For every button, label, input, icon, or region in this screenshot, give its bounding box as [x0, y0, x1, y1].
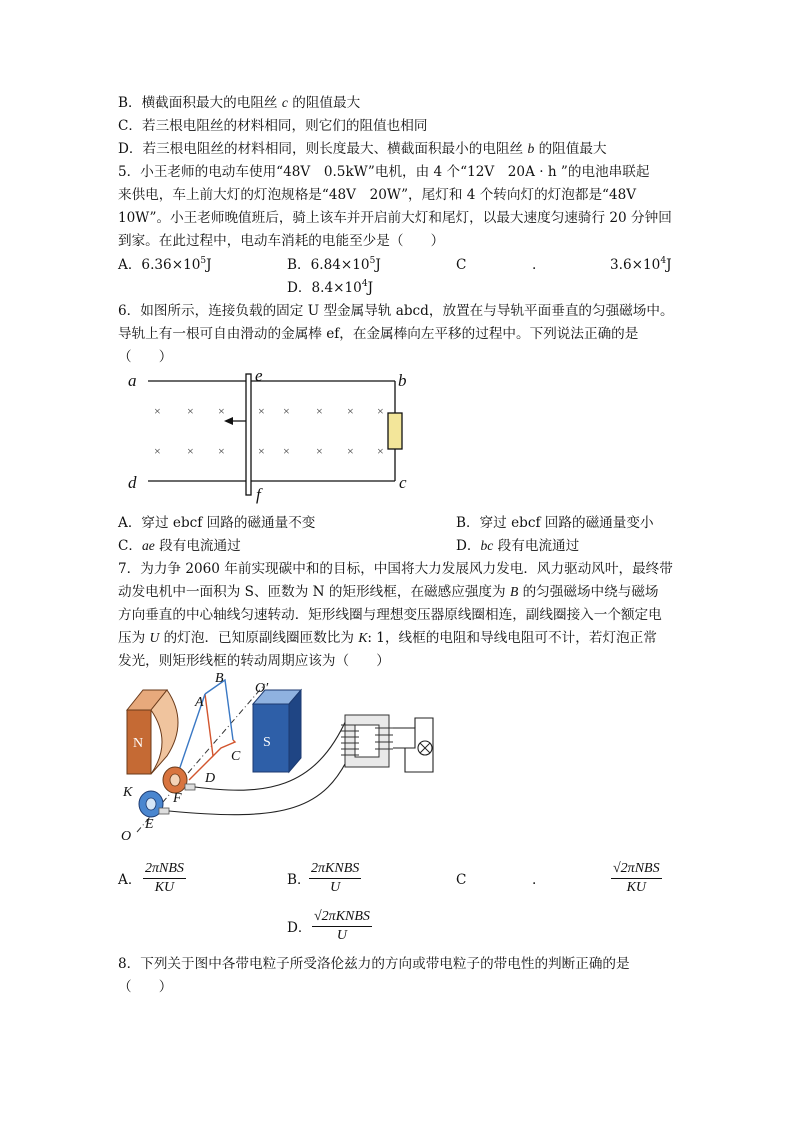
q4-option-b: B．横截面积最大的电阻丝 c 的阻值最大: [118, 95, 361, 111]
svg-text:×: ×: [187, 444, 194, 458]
label-e: e: [255, 366, 263, 385]
q4-option-c: C．若三根电阻丝的材料相同，则它们的阻值也相同: [118, 118, 428, 134]
load-resistor: [388, 413, 402, 449]
label-B: B: [215, 671, 224, 686]
svg-text:×: ×: [283, 444, 290, 458]
q7-option-c-fraction: √2πNBS KU: [613, 861, 660, 895]
q6-option-c: C．ae 段有电流通过: [118, 538, 241, 554]
q6-stem-line-2: 导轨上有一根可自由滑动的金属棒 ef，在金属棒向左平移的过程中。下列说法正确的是: [118, 326, 639, 342]
q6-option-d: D．bc 段有电流通过: [456, 538, 580, 554]
svg-text:×: ×: [154, 444, 161, 458]
q6-stem-line-1: 6．如图所示，连接负载的固定 U 型金属导轨 abcd，放置在与导轨平面垂直的匀强磁场中。: [118, 303, 674, 319]
q7-option-b-fraction: 2πKNBS U: [311, 861, 360, 895]
label-O: O: [121, 829, 132, 844]
q6-option-b: B．穿过 ebcf 回路的磁通量变小: [456, 515, 654, 531]
q5-option-a: A．$6.36\times 10^5J$: [118, 256, 212, 273]
svg-text:×: ×: [377, 404, 384, 418]
q4-option-d: D．若三根电阻丝的材料相同，则长度最大、横截面积最小的电阻丝 b 的阻值最大: [118, 141, 607, 157]
svg-text:×: ×: [258, 444, 265, 458]
brush-f: [185, 784, 195, 790]
q7-option-a-fraction: 2πNBS KU: [145, 861, 184, 895]
magnet-s-side: [289, 690, 301, 772]
q5-stem-line-3: 10W”。小王老师晚值班后，骑上该车并开启前大灯和尾灯，以最大速度匀速骑行 20 分钟回: [118, 210, 672, 226]
svg-text:×: ×: [316, 444, 323, 458]
svg-text:×: ×: [258, 404, 265, 418]
svg-text:×: ×: [187, 404, 194, 418]
q7-option-c-dot: .: [532, 872, 537, 888]
label-b: b: [398, 371, 407, 390]
q7-stem-line-5: 发光，则矩形线框的转动周期应该为（ ）: [118, 653, 390, 669]
q7-option-b-label: B．: [287, 872, 311, 888]
q5-option-d: D．$8.4\times 10^4J$: [287, 279, 374, 296]
q7-stem-line-4: 压为 U 的灯泡．已知原副线圈匝数比为 K: 1，线框的电阻和导线电阻可不计，若灯泡正常: [118, 630, 657, 646]
label-d: d: [128, 473, 137, 492]
q7-option-d-fraction: √2πKNBS U: [314, 909, 370, 943]
svg-text:×: ×: [377, 444, 384, 458]
svg-text:×: ×: [218, 444, 225, 458]
svg-text:×: ×: [347, 404, 354, 418]
q7-stem-line-3: 方向垂直的中心轴线匀速转动．矩形线圈与理想变压器原线圈相连，副线圈接入一个额定电: [118, 607, 662, 623]
label-C: C: [231, 749, 241, 764]
metal-rod-ef: [246, 374, 251, 495]
q6-option-a: A．穿过 ebcf 回路的磁通量不变: [118, 515, 316, 531]
rail-circuit-diagram: [118, 364, 418, 512]
label-E: E: [145, 817, 154, 832]
label-O-prime: O′: [255, 681, 269, 696]
label-f: f: [256, 485, 261, 504]
q5-stem-line-1: 5．小王老师的电动车使用“48V 0.5kW”电机，由 4 个“12V 20A · h ”的电池串联起: [118, 164, 650, 180]
q7-stem-line-2: 动发电机中一面积为 S、匝数为 N 的矩形线框，在磁感应强度为 B 的匀强磁场中绕与磁场: [118, 584, 659, 600]
svg-text:S: S: [263, 735, 271, 750]
q5-option-c-value: $3.6\times 10^4J$: [610, 256, 672, 273]
q5-option-b: B．$6.84\times 10^5J$: [287, 256, 381, 273]
q7-option-a-label: A．: [118, 872, 142, 888]
svg-text:N: N: [133, 736, 144, 751]
q8-stem-line-2: （ ）: [118, 979, 173, 995]
generator-diagram: [115, 670, 445, 845]
velocity-arrowhead: [224, 417, 233, 425]
q5-stem-line-4: 到家。在此过程中，电动车消耗的电能至少是（ ）: [118, 233, 445, 249]
label-A: A: [195, 695, 204, 710]
label-F: F: [173, 791, 182, 806]
secondary-circuit: [393, 728, 415, 748]
label-D: D: [205, 771, 216, 786]
q5-stem-line-2: 来供电，车上前大灯的灯泡规格是“48V 20W”，尾灯和 4 个转向灯的灯泡都是“48V: [118, 187, 637, 203]
label-K: K: [123, 785, 133, 800]
svg-text:×: ×: [154, 404, 161, 418]
q7-stem-line-1: 7．为力争 2060 年前实现碳中和的目标，中国将大力发展风力发电．风力驱动风叶，最终带: [118, 561, 673, 577]
magnet-s-front: [253, 704, 289, 772]
q5-option-c-dot: .: [532, 257, 537, 273]
label-a: a: [128, 371, 137, 390]
svg-text:×: ×: [316, 404, 323, 418]
q7-option-d-label: D．: [287, 920, 312, 936]
svg-text:×: ×: [218, 404, 225, 418]
q8-stem-line-1: 8．下列关于图中各带电粒子所受洛伦兹力的方向或带电粒子的带电性的判断正确的是: [118, 956, 630, 972]
q6-stem-line-3: （ ）: [118, 349, 173, 365]
svg-text:×: ×: [283, 404, 290, 418]
q5-option-c-label: C: [456, 257, 467, 273]
label-c: c: [399, 473, 407, 492]
magnetic-field-crosses: [154, 404, 384, 458]
brush-e: [159, 808, 169, 814]
q7-option-c-label: C: [456, 872, 467, 888]
svg-text:×: ×: [347, 444, 354, 458]
